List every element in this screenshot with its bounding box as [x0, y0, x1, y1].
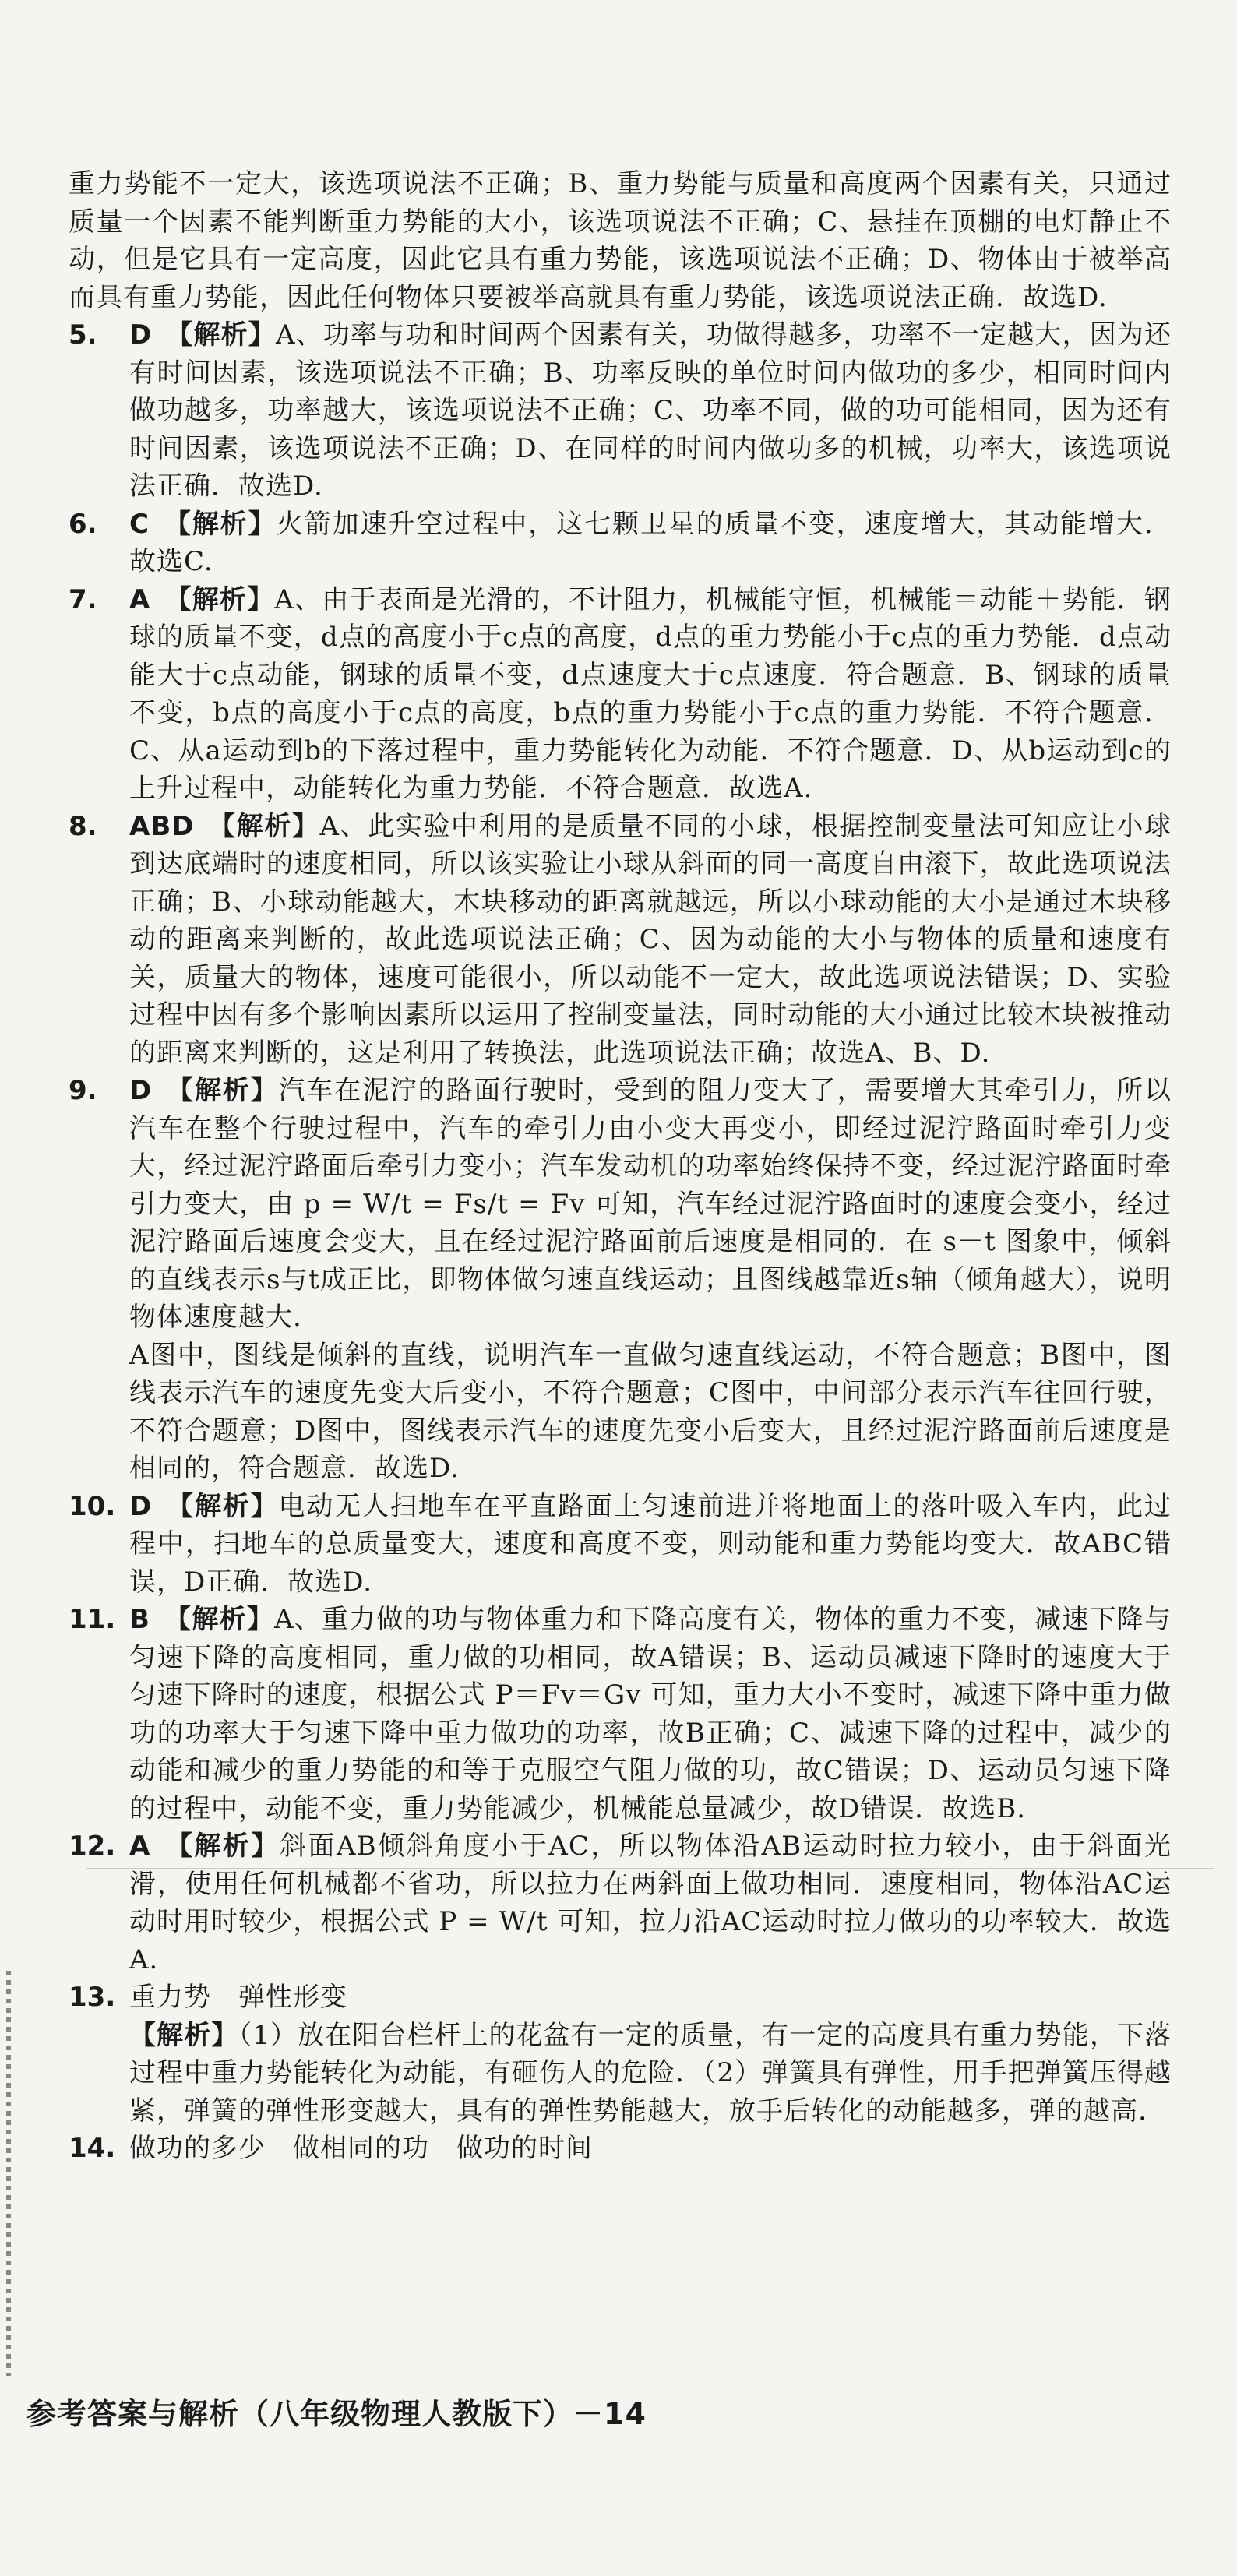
item-number: 14.: [69, 2133, 116, 2164]
item-number: 6.: [69, 508, 97, 540]
analysis-tag: 【解析】: [164, 583, 275, 615]
analysis-tag: 【解析】: [164, 1831, 280, 1862]
analysis-tag: 【解析】: [166, 319, 276, 351]
binding-dash-line: [6, 1971, 11, 2376]
item-number: 9.: [69, 1075, 97, 1106]
analysis-tag: 【解析】: [129, 2019, 239, 2051]
answer-choice: D: [129, 319, 153, 351]
item-number: 13.: [69, 1982, 116, 2013]
answer-choice: D: [129, 1490, 153, 1522]
analysis-tag: 【解析】: [163, 508, 277, 540]
answer-item-7: [69, 581, 1172, 808]
analysis-text: 电动无人扫地车在平直路面上匀速前进并将地面上的落叶吸入车内，此过程中，扫地车的总质量变大，速度和高度不变，则动能和重力势能均变大．故ABC错误，D正确．故选D.: [129, 1490, 1172, 1598]
item-number: 7.: [69, 583, 97, 615]
answer-item-6: [69, 506, 1172, 581]
answer-item-14: [69, 2130, 1172, 2168]
answer-item-10: [69, 1488, 1172, 1602]
scan-crease-line: [86, 1868, 1214, 1869]
answer-choice: A: [129, 1831, 151, 1862]
analysis-text-options: A图中，图线是倾斜的直线，说明汽车一直做匀速直线运动，不符合题意；B图中，图线表示汽车的速度先变大后变小，不符合题意；C图中，中间部分表示汽车往回行驶，不符合题意；D图中，图线表示汽车的速度先变小后变大，且经过泥泞路面前后速度是相同的，符合题意．故选D.: [129, 1339, 1172, 1484]
analysis-text: 汽车在泥泞的路面行驶时，受到的阻力变大了，需要增大其牵引力，所以汽车在整个行驶过程中，汽车的牵引力由小变大再变小，即经过泥泞路面时牵引力变大，经过泥泞路面后牵引力变小；汽车发动机的功率始终保持不变，经过泥泞路面时牵引力变大，由 p = W/t = Fs/t = Fv 可知，汽车经过泥泞路面时的速度会变小，经过泥泞路面后速度会变大，且在经过泥泞路面前后速度是相同的．在 s－t 图象中，倾斜的直线表示s与t成正比，即物体做匀速直线运动；且图线越靠近s轴（倾角越大），说明物体速度越大.: [129, 1075, 1172, 1333]
answer-item-12: [69, 1827, 1172, 1979]
analysis-tag: 【解析】: [166, 1075, 279, 1106]
analysis-tag: 【解析】: [166, 1490, 279, 1522]
fill-in-answer: 重力势 弹性形变: [129, 1982, 347, 2013]
intro-paragraph: 重力势能不一定大，该选项说法不正确；B、重力势能与质量和高度两个因素有关，只通过质量一个因素不能判断重力势能的大小，该选项说法不正确；C、悬挂在顶棚的电灯静止不动，但是它具有一定高度，因此它具有重力势能，该选项说法不正确；D、物体由于被举高而具有重力势能，因此任何物体只要被举高就具有重力势能，该选项说法正确．故选D.: [69, 168, 1172, 313]
answer-item-8: [69, 808, 1172, 1073]
fill-in-answer: 做功的多少 做相同的功 做功的时间: [129, 2133, 593, 2164]
answer-choice: C: [129, 508, 150, 540]
analysis-tag: 【解析】: [208, 810, 320, 842]
item-number: 11.: [69, 1604, 116, 1635]
answer-choice: ABD: [129, 810, 195, 842]
analysis-text: A、重力做的功与物体重力和下降高度有关，物体的重力不变，减速下降与匀速下降的高度相同，重力做的功相同，故A错误；B、运动员减速下降时的速度大于匀速下降时的速度，根据公式 P＝Fv＝Gv 可知，重力大小不变时，减速下降中重力做功的功率大于匀速下降中重力做功的功率，故B正确；C、减速下降的过程中，减少的动能和减少的重力势能的和等于克服空气阻力做的功，故C错误；D、运动员匀速下降的过程中，动能不变，重力势能减少，机械能总量减少，故D错误．故选B.: [129, 1604, 1172, 1824]
analysis-text: 斜面AB倾斜角度小于AC，所以物体沿AB运动时拉力较小，由于斜面光滑，使用任何机械都不省功，所以拉力在两斜面上做功相同．速度相同，物体沿AC运动时用时较少，根据公式 P = W/t 可知，拉力沿AC运动时拉力做功的功率较大．故选A.: [129, 1831, 1172, 1975]
answer-item-11: [69, 1601, 1172, 1827]
item-number: 8.: [69, 810, 97, 842]
answer-choice: D: [129, 1075, 153, 1106]
item-number: 12.: [69, 1831, 116, 1862]
answer-choice: B: [129, 1604, 150, 1635]
answer-item-9: [69, 1072, 1172, 1488]
item-number: 5.: [69, 319, 97, 351]
analysis-text: （1）放在阳台栏杆上的花盆有一定的质量，有一定的高度具有重力势能，下落过程中重力势能转化为动能，有砸伤人的危险．（2）弹簧具有弹性，用手把弹簧压得越紧，弹簧的弹性形变越大，具有的弹性势能越大，放手后转化的动能越多，弹的越高.: [129, 2019, 1172, 2127]
item-number: 10.: [69, 1490, 116, 1522]
answer-item-5: [69, 316, 1172, 506]
analysis-text: 火箭加速升空过程中，这七颗卫星的质量不变，速度增大，其动能增大．故选C.: [129, 508, 1172, 577]
answer-item-13: [69, 1979, 1172, 2130]
answer-choice: A: [129, 583, 151, 615]
analysis-text: A、此实验中利用的是质量不同的小球，根据控制变量法可知应让小球到达底端时的速度相同，所以该实验让小球从斜面的同一高度自由滚下，故此选项说法正确；B、小球动能越大，木块移动的距离就越远，所以小球动能的大小是通过木块移动的距离来判断的，故此选项说法正确；C、因为动能的大小与物体的质量和速度有关，质量大的物体，速度可能很小，所以动能不一定大，故此选项说法错误；D、实验过程中因有多个影响因素所以运用了控制变量法，同时动能的大小通过比较木块被推动的距离来判断的，这是利用了转换法，此选项说法正确；故选A、B、D.: [129, 810, 1172, 1069]
analysis-text: A、由于表面是光滑的，不计阻力，机械能守恒，机械能＝动能＋势能．钢球的质量不变，d点的高度小于c点的高度，d点的重力势能小于c点的重力势能．d点动能大于c点动能，钢球的质量不变，d点速度大于c点速度．符合题意．B、钢球的质量不变，b点的高度小于c点的高度，b点的重力势能小于c点的重力势能．不符合题意．C、从a运动到b的下落过程中，重力势能转化为动能．不符合题意．D、从b运动到c的上升过程中，动能转化为重力势能．不符合题意．故选A.: [129, 583, 1172, 804]
analysis-tag: 【解析】: [164, 1604, 274, 1635]
page-footer: 参考答案与解析（八年级物理人教版下）－14: [26, 2397, 647, 2431]
analysis-text: A、功率与功和时间两个因素有关，功做得越多，功率不一定越大，因为还有时间因素，该选项说法不正确；B、功率反映的单位时间内做功的多少，相同时间内做功越多，功率越大，该选项说法不正确；C、功率不同，做的功可能相同，因为还有时间因素，该选项说法不正确；D、在同样的时间内做功多的机械，功率大，该选项说法正确．故选D.: [129, 319, 1172, 502]
